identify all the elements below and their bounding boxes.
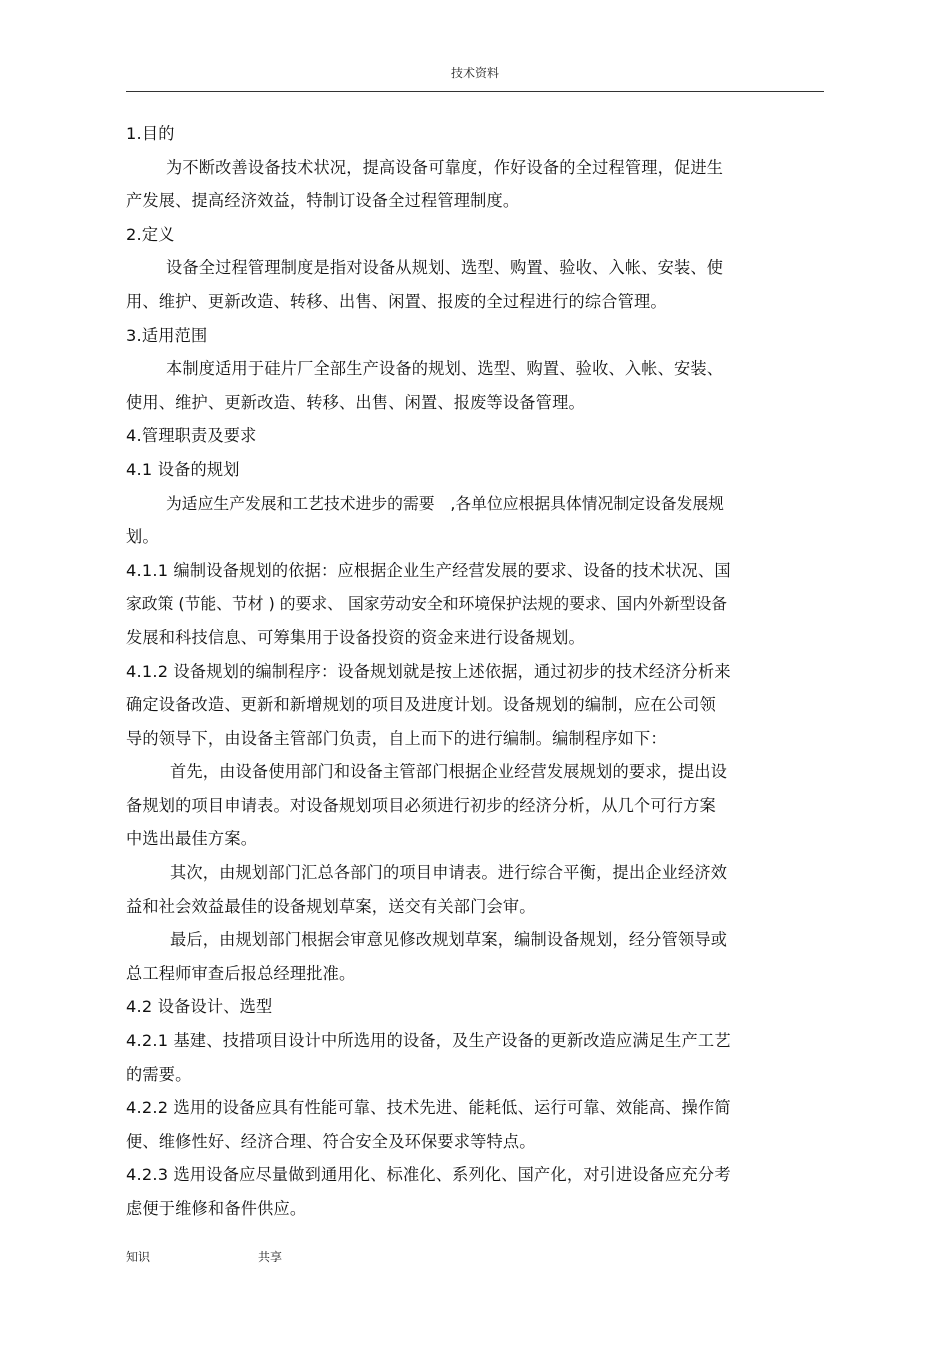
- paragraph-line: 家政策 (节能、节材 ) 的要求、 国家劳动安全和环境保护法规的要求、国内外新型设备: [126, 594, 728, 614]
- paragraph-line: 便、维修性好、经济合理、符合安全及环保要求等特点。: [126, 1131, 536, 1151]
- paragraph-line: 4.2.3 选用设备应尽量做到通用化、标准化、系列化、国产化，对引进设备应充分考: [126, 1165, 731, 1185]
- section-heading: 3.适用范围: [126, 325, 208, 345]
- page-header: 技术资料: [450, 66, 499, 80]
- paragraph-line: 4.2.2 选用的设备应具有性能可靠、技术先进、能耗低、运行可靠、效能高、操作简: [126, 1098, 731, 1118]
- footer-left-text: 知识: [126, 1250, 151, 1264]
- paragraph-line: 的需要。: [126, 1064, 192, 1084]
- paragraph-line: 4.2.1 基建、技措项目设计中所选用的设备，及生产设备的更新改造应满足生产工艺: [126, 1031, 731, 1051]
- subsection-heading: 4.1 设备的规划: [126, 459, 240, 479]
- section-heading: 4.管理职责及要求: [126, 426, 257, 446]
- paragraph-line: 本制度适用于硅片厂全部生产设备的规划、选型、购置、验收、入帐、安装、: [166, 359, 724, 379]
- paragraph-line: 为适应生产发展和工艺技术进步的需要 ,各单位应根据具体情况制定设备发展规: [166, 493, 724, 513]
- paragraph-line: 设备全过程管理制度是指对设备从规划、选型、购置、验收、入帐、安装、使: [166, 258, 724, 278]
- subsection-heading: 4.2 设备设计、选型: [126, 997, 273, 1017]
- paragraph-line: 划。: [126, 527, 159, 547]
- paragraph-line: 使用、维护、更新改造、转移、出售、闲置、报废等设备管理。: [126, 392, 585, 412]
- paragraph-line: 最后，由规划部门根据会审意见修改规划草案，编制设备规划，经分管领导或: [170, 930, 728, 950]
- paragraph-line: 产发展、提高经济效益，特制订设备全过程管理制度。: [126, 191, 520, 211]
- paragraph-line: 首先，由设备使用部门和设备主管部门根据企业经营发展规划的要求，提出设: [170, 762, 728, 782]
- paragraph-line: 总工程师审查后报总经理批准。: [126, 963, 356, 983]
- header-divider: [126, 91, 824, 92]
- section-heading: 2.定义: [126, 224, 175, 244]
- paragraph-line: 其次，由规划部门汇总各部门的项目申请表。进行综合平衡，提出企业经济效: [170, 863, 728, 883]
- paragraph-line: 为不断改善设备技术状况，提高设备可靠度，作好设备的全过程管理，促进生: [166, 157, 724, 177]
- section-heading: 1.目的: [126, 124, 175, 143]
- paragraph-line: 益和社会效益最佳的设备规划草案，送交有关部门会审。: [126, 896, 536, 916]
- paragraph-line: 用、维护、更新改造、转移、出售、闲置、报废的全过程进行的综合管理。: [126, 291, 667, 311]
- paragraph-line: 导的领导下，由设备主管部门负责，自上而下的进行编制。编制程序如下：: [126, 728, 667, 748]
- document-body: [126, 117, 816, 1226]
- paragraph-line: 4.1.2 设备规划的编制程序：设备规划就是按上述依据，通过初步的技术经济分析来: [126, 661, 731, 681]
- paragraph-line: 备规划的项目申请表。对设备规划项目必须进行初步的经济分析，从几个可行方案: [126, 795, 716, 815]
- paragraph-line: 4.1.1 编制设备规划的依据：应根据企业生产经营发展的要求、设备的技术状况、国: [126, 560, 731, 580]
- paragraph-line: 发展和科技信息、可筹集用于设备投资的资金来进行设备规划。: [126, 627, 585, 647]
- paragraph-line: 中选出最佳方案。: [126, 829, 258, 849]
- footer-right-text: 共享: [258, 1250, 283, 1264]
- paragraph-line: 虑便于维修和备件供应。: [126, 1199, 307, 1218]
- paragraph-line: 确定设备改造、更新和新增规划的项目及进度计划。设备规划的编制，应在公司领: [126, 695, 716, 715]
